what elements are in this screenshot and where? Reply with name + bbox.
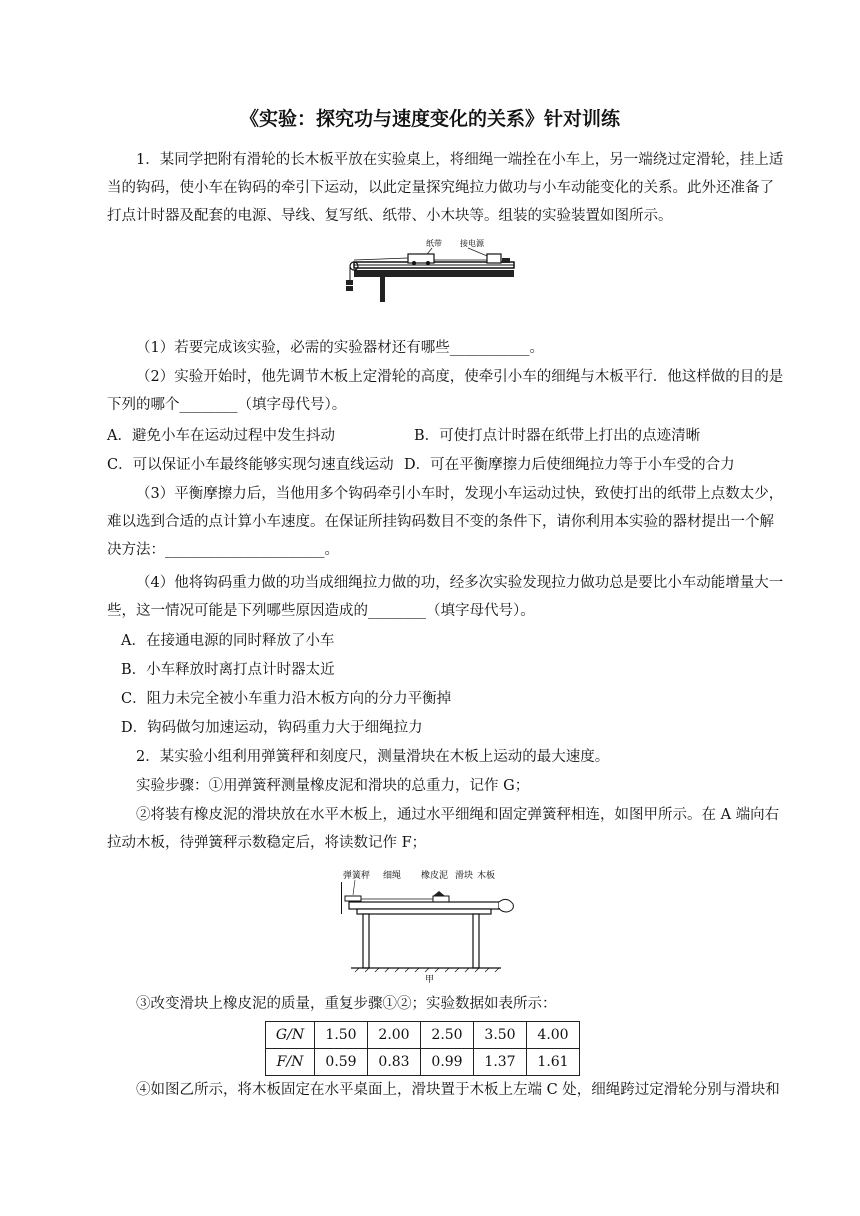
table-leg-left xyxy=(363,914,369,968)
q1-sub4: （4）他将钩码重力做的功当成细绳拉力做的功，经多次实验发现拉力做功总是要比小车动能增量大一些，这一情况可能是下列哪些原因造成的________（填字母代号）。 xyxy=(107,575,784,619)
table-leg-right xyxy=(473,914,479,968)
data-table xyxy=(265,1021,580,1076)
q2-intro: 2．某实验小组利用弹簧秤和刻度尺，测量滑块在木板上运动的最大速度。 xyxy=(136,749,610,765)
q1-sub2-option-c: C．可以保证小车最终能够实现匀速直线运动 xyxy=(107,457,394,473)
fig2-caption: 甲 xyxy=(425,975,435,985)
table-cell: 0.99 xyxy=(421,1049,474,1076)
fig2-label-board: 木板 xyxy=(477,871,496,881)
fig2-label-string: 细绳 xyxy=(383,871,402,881)
q1-intro: 1．某同学把附有滑轮的长木板平放在实验桌上，将细绳一端拴在小车上，另一端绕过定滑轮，挂上适当的钩码，使小车在钩码的牵引下运动，以此定量探究绳拉力做功与小车动能变化的关系。此外还准备了打点计时器及配套的电源、导线、复写纸、纸带、小木块等。组装的实验装置如图所示。 xyxy=(107,152,784,224)
table-header-f: F/N xyxy=(266,1049,315,1076)
table-row xyxy=(266,1022,580,1049)
fig1-label-power: 接电源 xyxy=(460,239,484,248)
table-cell: 3.50 xyxy=(474,1022,527,1049)
table-cell: 0.59 xyxy=(315,1049,368,1076)
cart xyxy=(408,254,434,263)
q1-sub4-option-a: A．在接通电源的同时释放了小车 xyxy=(121,633,335,649)
q2-step2: ②将装有橡皮泥的滑块放在水平木板上，通过水平细绳和固定弹簧秤相连，如图甲所示。在 A 端向右拉动木板，待弹簧秤示数稳定后，将读数记作 F； xyxy=(107,807,780,851)
q1-sub1: （1）若要完成该实验，必需的实验器材还有哪些___________。 xyxy=(136,340,544,356)
q1-sub4-option-c: C．阻力未完全被小车重力沿木板方向的分力平衡掉 xyxy=(121,691,452,707)
q2-figure-jia xyxy=(341,866,517,986)
q1-sub4-option-d: D．钩码做匀加速运动，钩码重力大于细绳拉力 xyxy=(121,720,423,736)
table-cell: 1.50 xyxy=(315,1022,368,1049)
table-top xyxy=(354,270,514,277)
table-cell: 4.00 xyxy=(527,1022,580,1049)
table-cell: 2.50 xyxy=(421,1022,474,1049)
fig2-label-plasticine: 橡皮泥 xyxy=(421,871,449,881)
q1-sub2: （2）实验开始时，他先调节木板上定滑轮的高度，使牵引小车的细绳与木板平行．他这样做的目的是下列的哪个________（填字母代号）。 xyxy=(107,369,784,413)
fig2-label-block: 滑块 xyxy=(455,871,474,881)
block xyxy=(433,896,449,902)
q2-step1: 实验步骤：①用弹簧秤测量橡皮泥和滑块的总重力，记作 G； xyxy=(136,778,530,794)
spring-scale xyxy=(345,896,361,901)
q2-step4: ④如图乙所示，将木板固定在水平桌面上，滑块置于木板上左端 C 处，细绳跨过定滑轮分别与滑块和 xyxy=(136,1082,780,1098)
q1-apparatus-figure xyxy=(342,236,518,302)
plasticine xyxy=(433,891,445,896)
hook-weight xyxy=(346,280,353,285)
q2-step3: ③改变滑块上橡皮泥的质量，重复步骤①②；实验数据如表所示： xyxy=(136,996,557,1012)
fig1-label-tape: 纸带 xyxy=(426,239,442,248)
q1-sub3: （3）平衡摩擦力后，当他用多个钩码牵引小车时，发现小车运动过快，致使打出的纸带上点数太少，难以选到合适的点计算小车速度。在保证所挂钩码数目不变的条件下，请你利用本实验的器材提出一个解决方法：______________________。 xyxy=(107,486,784,558)
hand xyxy=(499,899,513,912)
table-header-g: G/N xyxy=(266,1022,315,1049)
timer xyxy=(487,254,501,263)
table-cell: 2.00 xyxy=(368,1022,421,1049)
table-leg xyxy=(380,277,385,302)
q1-sub2-option-d: D．可在平衡摩擦力后使细绳拉力等于小车受的合力 xyxy=(404,457,735,473)
table-cell: 1.61 xyxy=(527,1049,580,1076)
board xyxy=(349,902,499,909)
page-title: 《实验：探究功与速度变化的关系》针对训练 xyxy=(239,108,620,130)
q1-sub2-option-a: A．避免小车在运动过程中发生抖动 xyxy=(107,428,335,444)
table-row xyxy=(266,1049,580,1076)
tabletop xyxy=(357,909,491,914)
fig2-label-spring-scale: 弹簧秤 xyxy=(343,871,371,881)
q1-sub2-option-b: B．可使打点计时器在纸带上打出的点迹清晰 xyxy=(414,428,701,444)
table-cell: 0.83 xyxy=(368,1049,421,1076)
q1-sub4-option-b: B．小车释放时离打点计时器太近 xyxy=(121,662,335,678)
table-cell: 1.37 xyxy=(474,1049,527,1076)
